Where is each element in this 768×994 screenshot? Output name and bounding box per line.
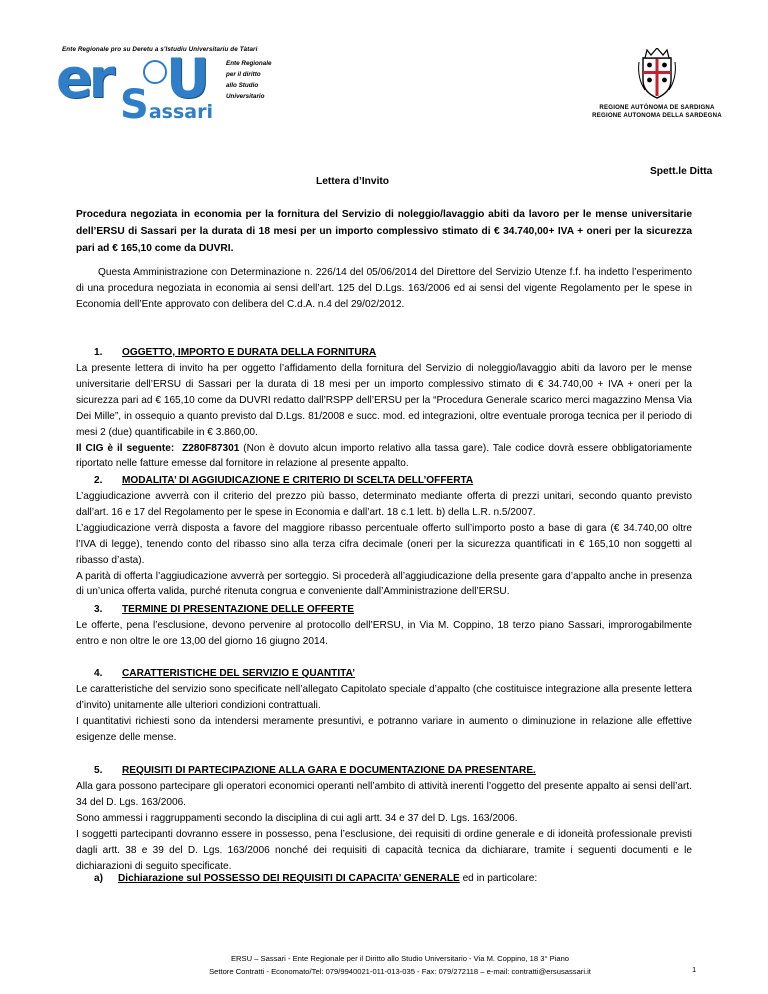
subsection-a: a) Dichiarazione sul POSSESSO DEI REQUISITI DI CAPACITA’ GENERALE ed in particolare: bbox=[94, 873, 538, 884]
section-5-body bbox=[76, 779, 692, 874]
section-4-paragraph: Le caratteristiche del servizio sono specificate nell’allegato Capitolato speciale d’appalto (che costituisce integrazione alla presente lettera d’invito) unitamente alle ulteriori condizioni contrattuali. bbox=[76, 684, 692, 711]
region-name-sardinian: REGIONE AUTÒNOMA DE SARDIGNA bbox=[599, 104, 715, 111]
ersu-logo bbox=[56, 46, 296, 128]
cig-code: Z280F87301 bbox=[182, 442, 240, 454]
section-5-paragraph: Alla gara possono partecipare gli operatori economici operanti nell’ambito di attività inerenti l’oggetto del presente appalto ai sensi dell’art. 34 del D. Lgs. 163/2006. bbox=[76, 781, 692, 808]
region-name-italian: REGIONE AUTONOMA DELLA SARDEGNA bbox=[592, 112, 722, 119]
section-2-heading: 2. MODALITA’ DI AGGIUDICAZIONE E CRITERIO DI SCELTA DELL’OFFERTA bbox=[94, 475, 474, 486]
four-moors-shield-icon bbox=[635, 48, 679, 100]
section-4-heading: 4. CARATTERISTICHE DEL SERVIZIO E QUANTITA’ bbox=[94, 668, 356, 679]
section-3-paragraph: Le offerte, pena l’esclusione, devono pervenire al protocollo dell’ERSU, in Via M. Coppino, 18 terzo piano Sassari, improrogabilmente entro e non oltre le ore 13,00 del giorno 16 giugno 2014. bbox=[76, 620, 692, 647]
section-2-paragraph: L’aggiudicazione verrà disposta a favore del maggiore ribasso percentuale offerto sull’importo posto a base di gara (€ 34.740,00 oltre l’IVA di legge), tenendo conto del ribasso sino alla terza cifra decimale (oneri per la sicurezza quantificati in € 165,10 non soggetti al ribasso d’asta). bbox=[76, 522, 692, 566]
section-4-paragraph: I quantitativi richiesti sono da intendersi meramente presuntivi, e potranno variare in aumento o diminuzione in relazione alle effettive esigenze delle mense. bbox=[76, 715, 692, 743]
ersu-logo-subtitle: Ente Regionale per il diritto allo Studio Universitario bbox=[226, 60, 272, 100]
ersu-logo-brand-right: U bbox=[166, 47, 210, 110]
intro-paragraph: Questa Amministrazione con Determinazione n. 226/14 del 05/06/2014 del Direttore del Servizio Utenze f.f. ha indetto l’esperimento di una procedura negoziata in economia ai sensi dell’art. 125 del D.Lgs. 163/2006 ed ai sensi del vigente Regolamento per le spese in Economia dell’Ente approvato con delibera del C.d.A. n.4 del 29/02/2012. bbox=[76, 267, 692, 310]
section-5-paragraph: Sono ammessi i raggruppamenti secondo la disciplina di cui agli artt. 34 e 37 del D. Lgs. 163/2006. bbox=[76, 812, 518, 824]
section-5-heading: 5. REQUISITI DI PARTECIPAZIONE ALLA GARA E DOCUMENTAZIONE DA PRESENTARE. bbox=[94, 765, 536, 776]
section-1-paragraph: La presente lettera di invito ha per oggetto l’affidamento della fornitura del Servizio di noleggio/lavaggio abiti da lavoro per le mense universitarie dell’ERSU di Sassari per la durata di 18 mesi per un importo complessivo stimato di € 34.740,00 + IVA + oneri per la sicurezza pari ad € 165,10 come da DUVRI redatto dall’RSPP dell’ERSU per la “Procedura Generale scarico merci magazzino Mensa Via Dei Mille”, in ossequio a quanto previsto dal D.Lgs. 81/2008 e succ. mod. ed integrazioni, oltre eventuale proroga tecnica per il periodo di mesi 2 (due) quantificabile in € 3.860,00. bbox=[76, 363, 692, 438]
ersu-logo-top-line: Ente Regionale pro su Deretu a s'Istudiu Universitariu de Tàtari bbox=[62, 46, 258, 53]
section-3-body bbox=[76, 618, 692, 650]
letter-title: Lettera d’Invito bbox=[316, 176, 390, 187]
section-1-cig: Il CIG è il seguente: Z280F87301 (Non è dovuto alcun importo relativo alla tassa gare). Tale codice dovrà essere obbligatoriamente riportato nelle fatture emesse dal fornitore in relazione al presente appalto. bbox=[76, 442, 693, 470]
section-1-heading: 1. OGGETTO, IMPORTO E DURATA DELLA FORNITURA bbox=[94, 347, 377, 358]
footer-line-2: Settore Contratti - Economato/Tel: 079/9940021-011-013-035 - Fax: 079/272118 – e-mail: contratti@ersusassari.it bbox=[209, 967, 591, 976]
section-5-paragraph: I soggetti partecipanti dovranno essere in possesso, pena l’esclusione, dei requisiti di ordine generale e di idoneità professionale previsti dagli artt. 38 e 39 del D. Lgs. 163/2006 nonché dei requisiti di capacità tecnica da dichiarare, tramite i seguenti documenti e le dichiarazioni di seguito specificate. bbox=[76, 828, 692, 872]
letter-subject: Procedura negoziata in economia per la fornitura del Servizio di noleggio/lavaggio abiti da lavoro per le mense universitarie dell’ERSU di Sassari per la durata di 18 mesi per un importo complessivo stimato di € 34.740,00+ IVA + oneri per la sicurezza pari ad € 165,10 come da DUVRI. bbox=[76, 209, 692, 254]
section-2-paragraph: L’aggiudicazione avverrà con il criterio del prezzo più basso, determinato mediante offerta di prezzi unitari, secondo quanto previsto dall’art. 16 e 17 del Regolamento per le spese in Economia e dall’art. 18 c.1 lett. b) della L.R. n.5/2007. bbox=[76, 491, 692, 518]
section-2-body bbox=[76, 489, 692, 600]
ersu-seal-icon bbox=[143, 60, 167, 84]
ersu-logo-brand-bottom: Sassari bbox=[120, 82, 213, 128]
section-1-body bbox=[76, 361, 692, 472]
addressee: Spett.le Ditta bbox=[650, 166, 713, 177]
ersu-logo-brand-left: er bbox=[56, 47, 112, 110]
page-footer bbox=[100, 952, 700, 978]
section-4-body bbox=[76, 682, 692, 746]
section-3-heading: 3. TERMINE DI PRESENTAZIONE DELLE OFFERTE bbox=[94, 604, 354, 615]
footer-line-1: ERSU – Sassari - Ente Regionale per il Diritto allo Studio Universitario - Via M. Coppino, 18 3° Piano bbox=[230, 954, 570, 963]
region-sardegna-logo bbox=[582, 48, 732, 124]
page-number: 1 bbox=[692, 965, 697, 974]
section-2-paragraph: A parità di offerta l’aggiudicazione avverrà per sorteggio. Si procederà all’aggiudicazione della presente gara d’appalto anche in presenza di un’unica offerta valida, purché ritenuta congrua e conveniente dall’Amministrazione dell’ERSU. bbox=[76, 570, 692, 598]
